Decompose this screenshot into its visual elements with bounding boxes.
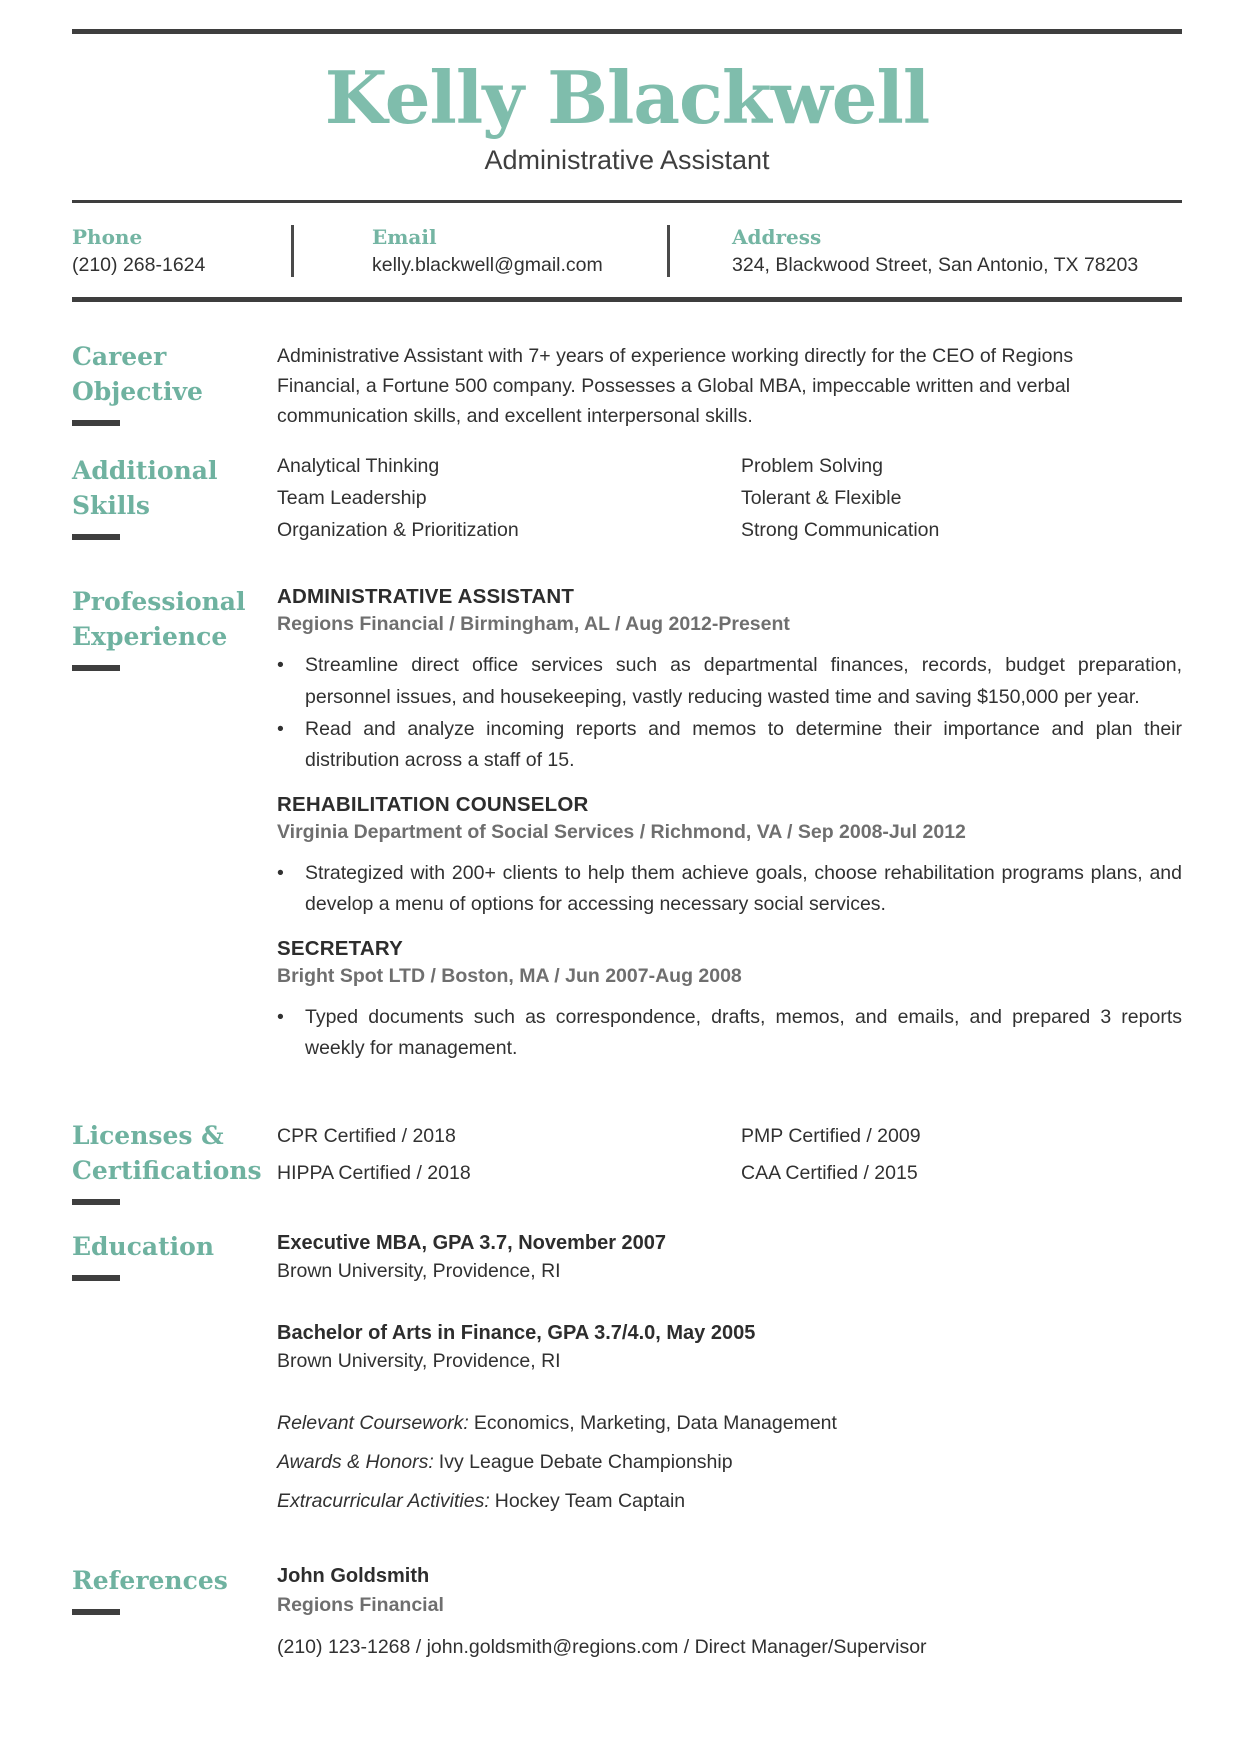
additional-skills-content xyxy=(277,453,1182,546)
degree-title: Bachelor of Arts in Finance, GPA 3.7/4.0, May 2005 xyxy=(277,1321,756,1344)
job-entry xyxy=(277,936,1182,1065)
education-heading: Education xyxy=(72,1231,215,1261)
education-detail-label: Relevant Coursework: xyxy=(277,1411,469,1434)
license-item: CAA Certified / 2015 xyxy=(741,1161,918,1184)
degree-title: Executive MBA, GPA 3.7, November 2007 xyxy=(277,1231,667,1254)
job-bullet-list xyxy=(277,650,1182,777)
skill-item: Analytical Thinking xyxy=(277,455,440,477)
career-objective-heading: Career Objective xyxy=(72,342,203,406)
licenses-grid xyxy=(277,1118,1182,1192)
license-item: PMP Certified / 2009 xyxy=(741,1124,921,1147)
licenses-certifications-heading: Licenses & Certifications xyxy=(72,1120,262,1185)
contact-address xyxy=(670,223,1182,279)
section-label-column xyxy=(72,584,277,1080)
education-detail-label: Awards & Honors: xyxy=(277,1450,434,1473)
job-meta: Bright Spot LTD / Boston, MA / Jun 2007-Aug 2008 xyxy=(277,964,742,987)
section-licenses-certifications xyxy=(72,1118,1182,1205)
education-detail-value: Economics, Marketing, Data Management xyxy=(473,1411,837,1434)
job-title: ADMINISTRATIVE ASSISTANT xyxy=(277,585,575,608)
section-label-column xyxy=(72,1229,277,1515)
job-bullet: • Typed documents such as correspondence, drafts, memos, and emails, and prepared 3 reports weekly for management. xyxy=(305,1002,1182,1065)
contact-phone xyxy=(72,223,291,279)
degree-entry xyxy=(277,1229,1182,1285)
skill-item: Strong Communication xyxy=(741,519,940,541)
resume-header xyxy=(72,56,1182,176)
skill-item: Problem Solving xyxy=(741,455,883,477)
education-content xyxy=(277,1229,1182,1515)
email-value: kelly.blackwell@gmail.com xyxy=(372,254,603,276)
references-content xyxy=(277,1563,1182,1661)
heading-underline xyxy=(72,1199,120,1205)
skill-item: Team Leadership xyxy=(277,487,427,509)
job-meta: Regions Financial / Birmingham, AL / Aug 2012-Present xyxy=(277,613,790,635)
section-career-objective xyxy=(72,339,1182,431)
education-detail-row xyxy=(277,1409,1182,1437)
additional-skills-heading: Additional Skills xyxy=(72,456,218,520)
degree-entry xyxy=(277,1319,1182,1375)
heading-underline xyxy=(72,534,120,540)
job-title: REHABILITATION COUNSELOR xyxy=(277,792,589,816)
person-name: Kelly Blackwell xyxy=(324,55,930,140)
section-label-column xyxy=(72,1563,277,1661)
job-bullet: • Streamline direct office services such as departmental finances, records, budget preparation, personnel issues, and housekeeping, vastly reducing wasted time and saving $150,000 per year. xyxy=(305,650,1182,713)
section-professional-experience xyxy=(72,584,1182,1080)
objective-text: Administrative Assistant with 7+ years of experience working directly for the CEO of Regions Financial, a Fortune 500 company. Possesses a Global MBA, impeccable written and verbal communication skills, and excellent interpersonal skills. xyxy=(277,345,1074,427)
professional-experience-content xyxy=(277,584,1182,1080)
education-detail-row xyxy=(277,1448,1182,1476)
section-education xyxy=(72,1229,1182,1515)
heading-underline xyxy=(72,1275,120,1281)
job-bullet-list xyxy=(277,858,1182,921)
reference-name: John Goldsmith xyxy=(277,1564,430,1587)
contact-email xyxy=(294,223,667,279)
degree-school: Brown University, Providence, RI xyxy=(277,1349,561,1372)
license-item: CPR Certified / 2018 xyxy=(277,1124,456,1147)
person-job-title: Administrative Assistant xyxy=(484,145,770,175)
skills-grid xyxy=(277,450,1182,546)
reference-company: Regions Financial xyxy=(277,1593,444,1616)
section-references xyxy=(72,1563,1182,1661)
skill-item: Tolerant & Flexible xyxy=(741,487,902,509)
address-value: 324, Blackwood Street, San Antonio, TX 78203 xyxy=(732,254,1139,276)
job-bullet: • Strategized with 200+ clients to help them achieve goals, choose rehabilitation programs plans, and develop a menu of options for accessing necessary social services. xyxy=(305,858,1182,921)
top-rule xyxy=(72,29,1182,34)
section-label-column xyxy=(72,453,277,546)
section-additional-skills xyxy=(72,453,1182,546)
contact-row xyxy=(72,203,1182,297)
section-label-column xyxy=(72,339,277,431)
reference-contact: (210) 123-1268 / john.goldsmith@regions.com / Direct Manager/Supervisor xyxy=(277,1635,927,1658)
heading-underline xyxy=(72,665,120,671)
degree-school: Brown University, Providence, RI xyxy=(277,1259,561,1282)
licenses-certifications-content xyxy=(277,1118,1182,1205)
job-meta: Virginia Department of Social Services / Richmond, VA / Sep 2008-Jul 2012 xyxy=(277,820,966,843)
education-detail-label: Extracurricular Activities: xyxy=(277,1489,490,1512)
phone-value: (210) 268-1624 xyxy=(72,254,206,276)
job-title: SECRETARY xyxy=(277,936,403,960)
email-label: Email xyxy=(372,225,437,249)
professional-experience-heading: Professional Experience xyxy=(72,587,246,651)
heading-underline xyxy=(72,420,120,426)
job-entry xyxy=(277,584,1182,777)
career-objective-content xyxy=(277,339,1182,431)
job-bullet: • Read and analyze incoming reports and memos to determine their importance and plan their distribution across a staff of 15. xyxy=(305,714,1182,777)
heading-underline xyxy=(72,1609,120,1615)
section-label-column xyxy=(72,1118,277,1205)
contact-divider-bottom xyxy=(72,297,1182,302)
references-heading: References xyxy=(72,1565,228,1595)
address-label: Address xyxy=(732,225,822,249)
education-detail-value: Ivy League Debate Championship xyxy=(438,1450,733,1473)
job-bullet-list xyxy=(277,1002,1182,1065)
skill-item: Organization & Prioritization xyxy=(277,519,519,541)
phone-label: Phone xyxy=(72,225,143,249)
education-detail-row xyxy=(277,1487,1182,1515)
job-entry xyxy=(277,792,1182,921)
education-detail-value: Hockey Team Captain xyxy=(494,1489,686,1512)
license-item: HIPPA Certified / 2018 xyxy=(277,1161,471,1184)
